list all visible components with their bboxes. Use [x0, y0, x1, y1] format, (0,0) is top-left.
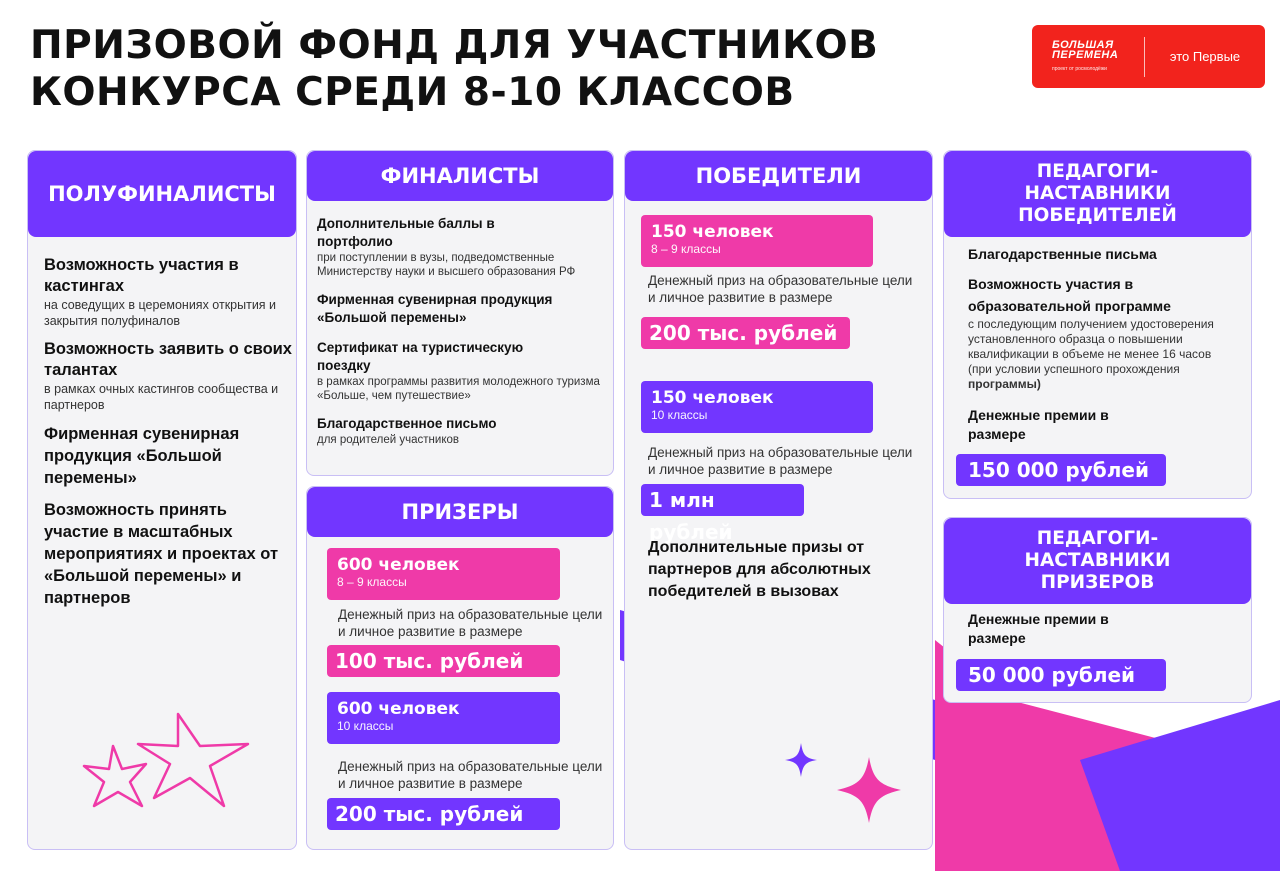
mentors-winners-item-2-heading: Возможность участия в образовательной программе: [968, 276, 1171, 314]
finalist-item-3-heading: Сертификат на туристическую поездку: [317, 340, 524, 373]
winner-group-2-badge: [641, 381, 873, 433]
prizewinner-group-2-desc: Денежный приз на образовательные цели и личное развитие в размере: [338, 759, 603, 791]
mentors-winners-item-2-note: [968, 317, 1233, 392]
winner-group-1-badge: [641, 215, 873, 267]
card-mentors-winners: [943, 150, 1252, 499]
prizewinner-group-2-count: 600 человек: [337, 699, 460, 719]
sparkle-small-icon: [785, 743, 817, 777]
mentors-prizewinners-item: Денежные премии в размере: [968, 611, 1109, 646]
mentors-winners-item-2-note-text: с последующим получением удостоверения установленного образца о повышении квалификации в объеме не менее 16 часов (при условии успешного прохождения: [968, 317, 1214, 376]
winner-group-1-desc: Денежный приз на образовательные цели и личное развитие в размере: [648, 273, 913, 305]
winner-group-2-count: 150 человек: [651, 388, 774, 408]
mentors-prizewinners-amount: 50 000 рублей: [956, 659, 1166, 691]
logo-badge: [1032, 25, 1265, 88]
page-title: ПРИЗОВОЙ ФОНД ДЛЯ УЧАСТНИКОВ КОНКУРСА СРЕДИ 8-10 КЛАССОВ: [30, 23, 879, 115]
finalist-item-3-note: в рамках программы развития молодежного туризма «Больше, чем путешествие»: [317, 376, 600, 402]
semifinal-item-1-heading: Возможность участия в кастингах: [44, 256, 239, 295]
mentors-winners-amount: 150 000 рублей: [956, 454, 1166, 486]
winner-group-2-grades: 10 классы: [651, 408, 708, 422]
card-winners: [624, 150, 933, 850]
mentors-winners-item-1: Благодарственные письма: [968, 246, 1157, 262]
prizewinner-group-1-amount: 100 тыс. рублей: [327, 645, 560, 677]
card-header: ПЕДАГОГИ-НАСТАВНИКИ ПРИЗЕРОВ: [944, 518, 1251, 604]
card-header: ПЕДАГОГИ-НАСТАВНИКИ ПОБЕДИТЕЛЕЙ: [944, 151, 1251, 237]
finalist-item-2-heading: Фирменная сувенирная продукция «Большой перемены»: [317, 292, 553, 325]
winner-group-1-grades: 8 – 9 классы: [651, 242, 721, 256]
mentors-winners-item-3: Денежные премии в размере: [968, 407, 1109, 442]
winner-extra-prizes: Дополнительные призы от партнеров для абсолютных победителей в вызовах: [648, 539, 871, 600]
card-header: ПОБЕДИТЕЛИ: [625, 151, 932, 201]
prizewinner-group-2-badge: [327, 692, 560, 744]
prizewinner-group-2-grades: 10 классы: [337, 719, 394, 733]
prizewinner-group-1-desc: Денежный приз на образовательные цели и личное развитие в размере: [338, 607, 603, 639]
prizewinner-group-2-amount: 200 тыс. рублей: [327, 798, 560, 830]
logo-brand-sub: проект от росмолодёжи: [1052, 65, 1107, 72]
logo-brand-name: БОЛЬШАЯ ПЕРЕМЕНА: [1052, 38, 1119, 61]
card-mentors-prizewinners: [943, 517, 1252, 703]
semifinal-item-4-heading: Возможность принять участие в масштабных мероприятиях и проектах от «Большой перемены» и партнеров: [44, 501, 279, 607]
mentors-winners-item-2-note-bold: программы): [968, 377, 1041, 391]
card-finalists: [306, 150, 614, 476]
stars-outline-icon: [78, 706, 268, 816]
card-header: ПОЛУФИНАЛИСТЫ: [28, 151, 296, 237]
semifinal-item-1-note: на соведущих в церемониях открытия и закрытия полуфиналов: [44, 298, 277, 328]
finalist-item-4-heading: Благодарственное письмо: [317, 416, 497, 431]
card-header: ПРИЗЕРЫ: [307, 487, 613, 537]
card-header: ФИНАЛИСТЫ: [307, 151, 613, 201]
logo-slogan: это Первые: [1169, 49, 1241, 64]
card-prizewinners: [306, 486, 614, 850]
finalist-item-1-note: при поступлении в вузы, подведомственные Министерству науки и высшего образования РФ: [317, 252, 576, 278]
semifinal-item-2-note: в рамках очных кастингов сообщества и партнеров: [44, 382, 279, 412]
prizewinner-group-1-badge: [327, 548, 560, 600]
winner-group-2-desc: Денежный приз на образовательные цели и личное развитие в размере: [648, 445, 913, 477]
winner-group-1-amount: 200 тыс. рублей: [641, 317, 850, 349]
semifinal-item-2-heading: Возможность заявить о своих талантах: [44, 340, 292, 379]
finalist-item-4-note: для родителей участников: [317, 434, 459, 446]
card-semifinalists: [27, 150, 297, 850]
winner-group-2-amount: 1 млн рублей: [641, 484, 804, 516]
logo-brand: [1032, 40, 1144, 74]
semifinal-item-3-heading: Фирменная сувенирная продукция «Большой перемены»: [44, 425, 240, 487]
prizewinner-group-1-grades: 8 – 9 классы: [337, 575, 407, 589]
winner-group-1-count: 150 человек: [651, 222, 774, 242]
sparkle-large-icon: [837, 757, 901, 823]
prizewinner-group-1-count: 600 человек: [337, 555, 460, 575]
finalist-item-1-heading: Дополнительные баллы в портфолио: [317, 216, 495, 249]
